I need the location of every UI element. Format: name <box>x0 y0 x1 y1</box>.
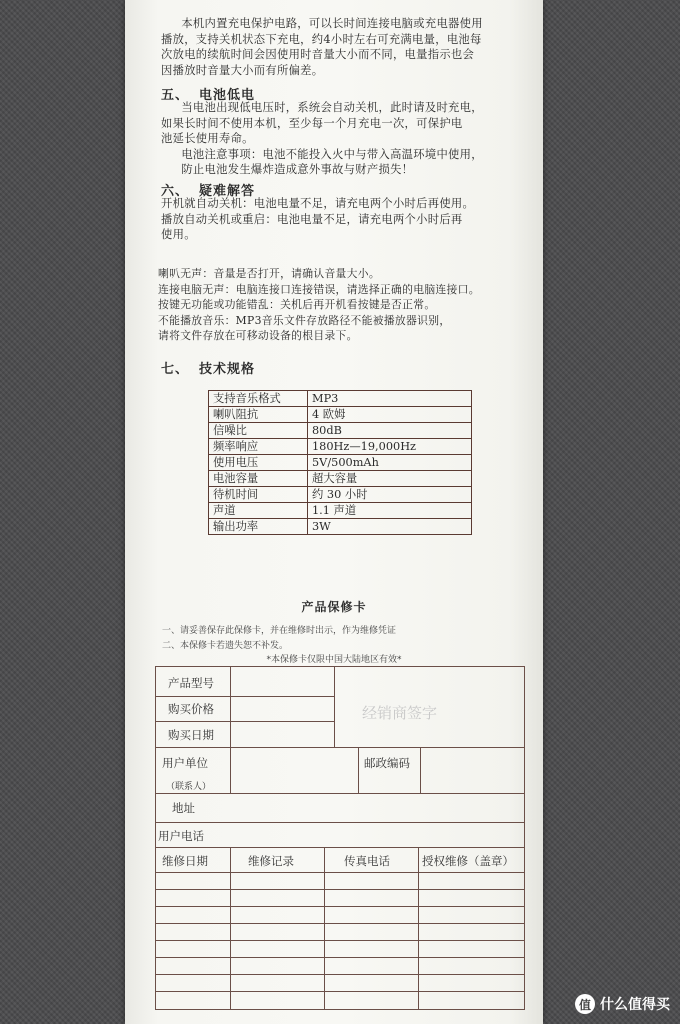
field-contact-person: （联系人） <box>166 782 212 792</box>
section-5-heading: 五、 电池低电 <box>161 88 256 103</box>
field-purchase-date: 购买日期 <box>168 728 214 742</box>
intro-line: 次放电的续航时间会因使用时音量大小而不同，电量指示也会 <box>161 48 475 61</box>
field-address: 地址 <box>172 801 195 815</box>
warranty-note: 二、本保修卡若遗失恕不补发。 <box>162 641 289 651</box>
col-repair-date: 维修日期 <box>162 854 208 868</box>
col-fax-phone: 传真电话 <box>344 854 390 868</box>
watermark-logo <box>575 994 670 1014</box>
field-user-unit: 用户单位 <box>162 756 208 770</box>
spec-row: 电池容量 超大容量 <box>209 471 472 487</box>
smzdm-logo-icon: 值 <box>575 994 595 1014</box>
watermark-text: 什么值得买 <box>600 997 670 1013</box>
section-6-body: 开机就自动关机：电池电量不足，请充电两个小时后再使用。 播放自动关机或重启：电池电量不足，请充电两个小时后再 使用。 <box>161 197 475 241</box>
spec-row: 声道 1.1 声道 <box>209 503 472 519</box>
section-6-heading: 六、 疑难解答 <box>161 184 256 199</box>
troubleshooting-list: 喇叭无声：音量是否打开，请确认音量大小。 连接电脑无声：电脑连接口连接错误，请选择正确的电脑连接口。 按键无功能或功能错乱：关机后再开机看按键是否正常。 不能播放音乐：MP3音乐文件存放路径不能被播放器识别， 请将文件存放在可移动设备的根目录下。 <box>158 267 480 342</box>
field-postcode: 邮政编码 <box>364 756 410 770</box>
field-product-model: 产品型号 <box>168 676 214 690</box>
col-authorized-repair: 授权维修（盖章） <box>422 854 514 868</box>
dealer-signature-label: 经销商签字 <box>362 704 438 722</box>
intro-line: 播放，支持关机状态下充电，约4小时左右可充满电量，电池每 <box>161 32 482 46</box>
field-purchase-price: 购买价格 <box>168 702 214 716</box>
spec-row: 输出功率 3W <box>209 519 472 535</box>
section-7-heading: 七、 技术规格 <box>161 362 256 377</box>
spec-row: 喇叭阻抗 4 欧姆 <box>209 407 472 423</box>
instruction-sheet <box>125 0 543 1024</box>
spec-row: 信噪比 80dB <box>209 423 472 439</box>
intro-line: 因播放时音量大小而有所偏差。 <box>161 63 324 77</box>
spec-row: 频率响应 180Hz—19,000Hz <box>209 439 472 455</box>
intro-paragraph <box>161 16 511 78</box>
warranty-scope: *本保修卡仅限中国大陆地区有效* <box>266 655 402 665</box>
warranty-note: 一、请妥善保存此保修卡，并在维修时出示，作为维修凭证 <box>162 626 397 636</box>
col-repair-record: 维修记录 <box>248 854 294 868</box>
spec-row: 使用电压 5V/500mAh <box>209 455 472 471</box>
spec-table <box>208 390 472 535</box>
spec-row: 待机时间 约 30 小时 <box>209 487 472 503</box>
warranty-card-title: 产品保修卡 <box>301 600 367 614</box>
warranty-form <box>155 666 525 1010</box>
field-user-phone: 用户电话 <box>158 829 204 843</box>
section-5-body: 当电池出现低电压时，系统会自动关机，此时请及时充电， 如果长时间不使用本机，至少每一个月充电一次，可保护电 池延长使用寿命。 电池注意事项：电池不能投入火中与带入高温环境中使用， 防止电池发生爆炸造成意外事故与财产损失！ <box>161 101 483 176</box>
intro-line: 本机内置充电保护电路，可以长时间连接电脑或充电器使用 <box>181 17 483 30</box>
spec-row: 支持音乐格式 MP3 <box>209 391 472 407</box>
